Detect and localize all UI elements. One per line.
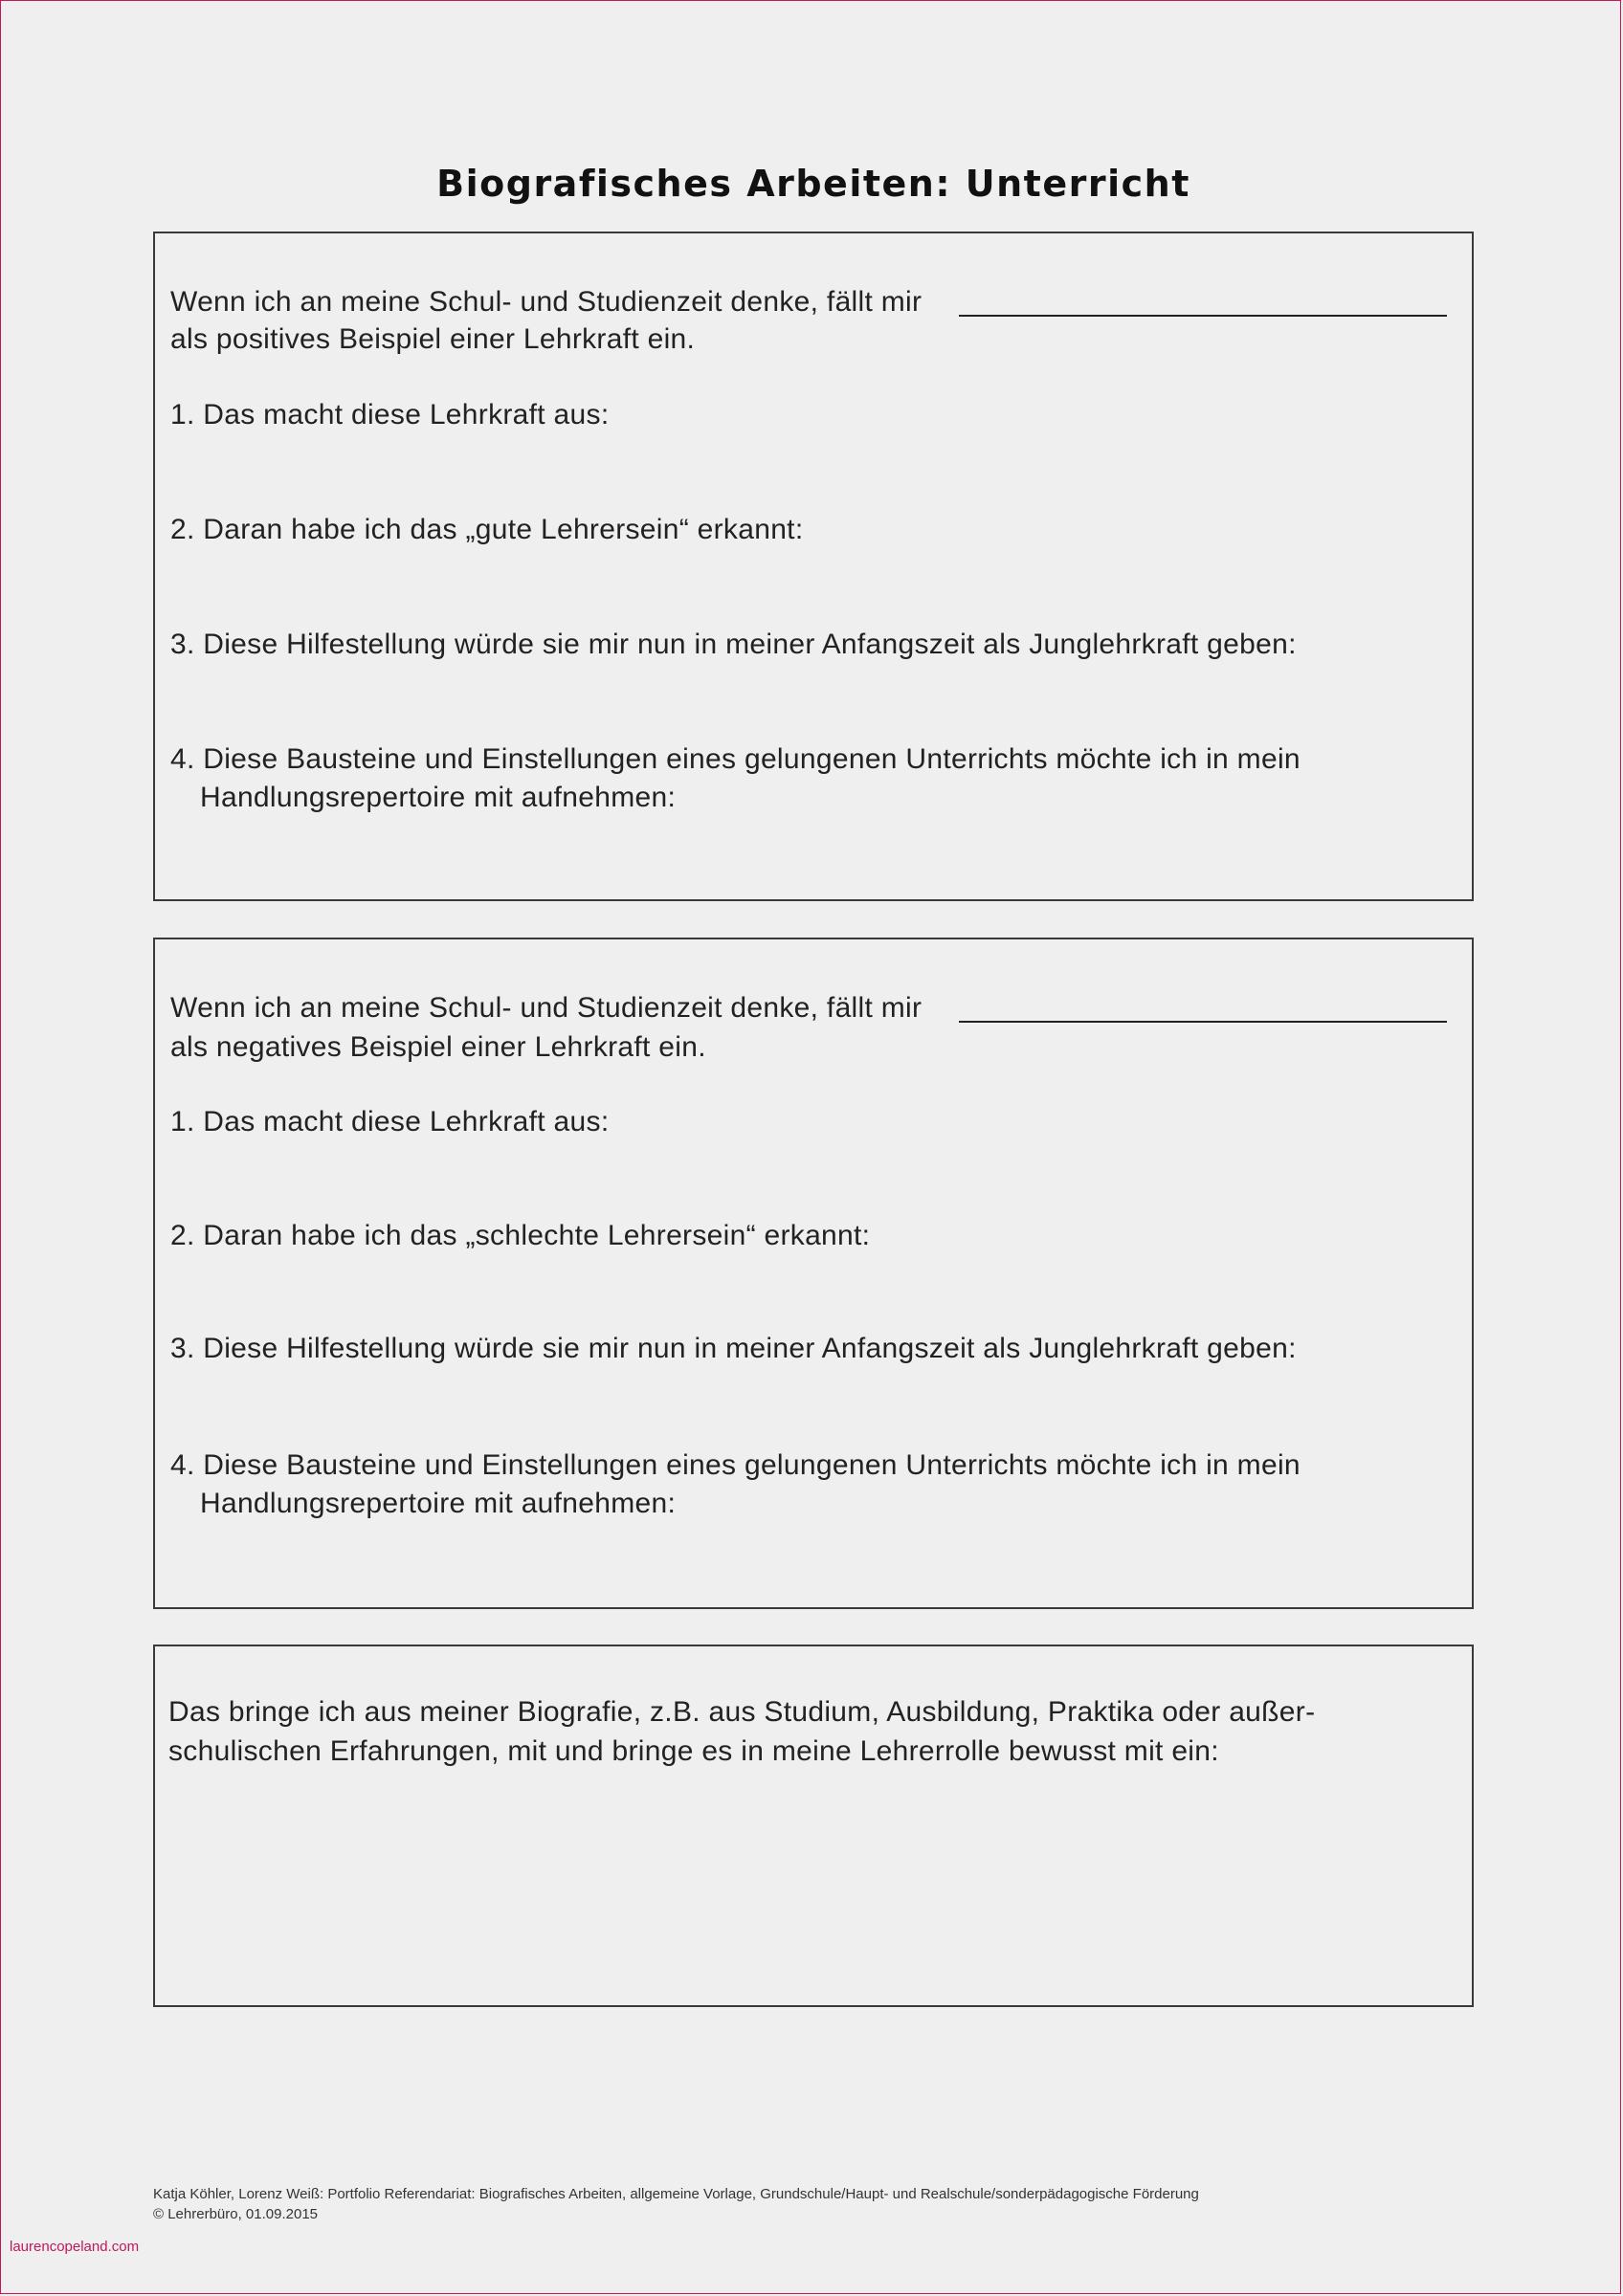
watermark-link[interactable]: laurencopeland.com <box>10 2239 140 2255</box>
positive-question-4-line2: Handlungsrepertoire mit aufnehmen: <box>200 782 677 813</box>
biography-line2: schulischen Erfahrungen, mit und bringe es in meine Lehrerrolle bewusst mit ein: <box>168 1735 1219 1767</box>
positive-intro-line2: als positives Beispiel einer Lehrkraft ein. <box>170 323 696 355</box>
negative-question-4-line1: 4. Diese Bausteine und Einstellungen eines gelungenen Unterrichts möchte ich in mein <box>170 1449 1301 1481</box>
positive-question-2: 2. Daran habe ich das „gute Lehrersein“ erkannt: <box>170 514 804 545</box>
negative-question-4-line2: Handlungsrepertoire mit aufnehmen: <box>200 1488 677 1519</box>
negative-intro-line2: als negatives Beispiel einer Lehrkraft ein. <box>170 1031 706 1063</box>
positive-question-1: 1. Das macht diese Lehrkraft aus: <box>170 399 610 430</box>
negative-question-3: 3. Diese Hilfestellung würde sie mir nun in meiner Anfangszeit als Junglehrkraft geben: <box>170 1333 1297 1364</box>
negative-question-2: 2. Daran habe ich das „schlechte Lehrersein“ erkannt: <box>170 1220 871 1251</box>
negative-example-box <box>153 938 1474 1609</box>
positive-intro-line1: Wenn ich an meine Schul- und Studienzeit denke, fällt mir <box>170 286 923 318</box>
negative-question-1: 1. Das macht diese Lehrkraft aus: <box>170 1106 610 1137</box>
negative-intro-line1: Wenn ich an meine Schul- und Studienzeit denke, fällt mir <box>170 992 923 1024</box>
footer-credit <box>153 2184 1199 2224</box>
footer-credit-line1: Katja Köhler, Lorenz Weiß: Portfolio Referendariat: Biografisches Arbeiten, allgemeine Vorlage, Grundschule/Haupt- und Realschule/sonderpädagogische Förderung <box>153 2186 1199 2202</box>
positive-question-4-line1: 4. Diese Bausteine und Einstellungen eines gelungenen Unterrichts möchte ich in mein <box>170 743 1301 775</box>
page-title: Biografisches Arbeiten: Unterricht <box>436 163 1190 205</box>
negative-teacher-name-blank[interactable] <box>959 1021 1447 1023</box>
positive-example-box <box>153 232 1474 901</box>
positive-question-3: 3. Diese Hilfestellung würde sie mir nun in meiner Anfangszeit als Junglehrkraft geben: <box>170 629 1297 660</box>
biography-line1: Das bringe ich aus meiner Biografie, z.B. aus Studium, Ausbildung, Praktika oder außer- <box>168 1696 1316 1728</box>
biography-box <box>153 1645 1474 2007</box>
footer-credit-line2: © Lehrerbüro, 01.09.2015 <box>153 2206 319 2222</box>
positive-teacher-name-blank[interactable] <box>959 315 1447 317</box>
